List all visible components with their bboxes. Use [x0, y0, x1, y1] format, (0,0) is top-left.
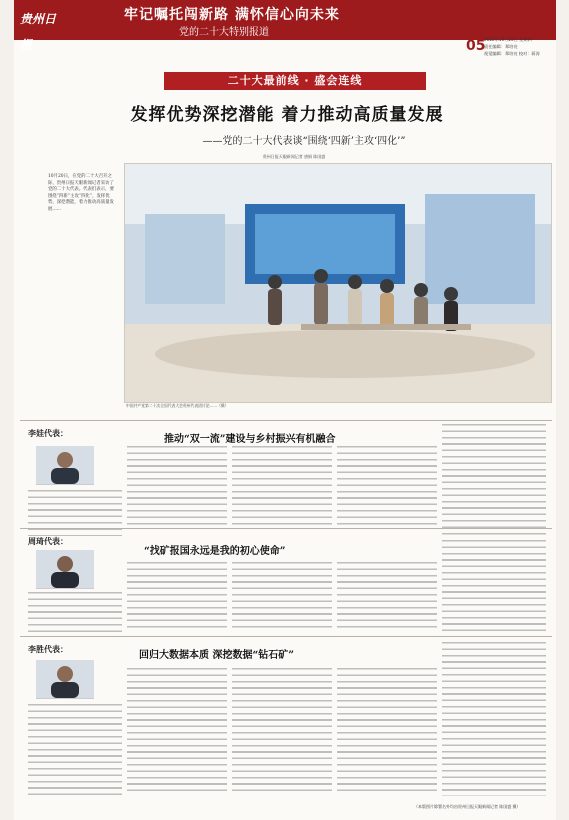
photo-caption: 中国共产党第二十次全国代表大会贵州代表团讨论……（摄）	[126, 403, 229, 408]
article-text-column	[28, 704, 122, 796]
article-text-column	[232, 446, 332, 526]
article-text-column	[232, 562, 332, 632]
article-divider	[20, 636, 552, 637]
studio-interview-illustration	[125, 164, 551, 402]
delegate-name: 李胜代表：	[28, 645, 68, 654]
article-text-column	[28, 490, 122, 536]
section-banner: 二十大最前线 · 盛会连线	[164, 72, 426, 90]
delegate-portrait	[36, 550, 94, 589]
article-title: “找矿报国永远是我的初心使命”	[144, 546, 286, 557]
article-text-column	[337, 562, 437, 632]
page-number: 05	[466, 38, 486, 54]
photo-credit: （本版图片除署名外均由贵州日报天眼新闻记者 陈国盛 摄）	[414, 804, 521, 809]
delegate-name: 李娃代表：	[28, 429, 68, 438]
article-text-column	[337, 446, 437, 526]
delegate-name: 周琦代表：	[28, 537, 68, 546]
page-meta	[484, 36, 554, 57]
masthead-special-report: 党的二十大特别报道	[179, 27, 269, 38]
article-text-column	[127, 668, 227, 796]
page-title: 发挥优势深挖潜能 着力推动高质量发展	[130, 105, 444, 125]
article-text-column	[442, 642, 546, 796]
meta-editor: 责任编辑：郑培亮	[484, 44, 518, 49]
article-text-column	[442, 540, 546, 632]
news-photo	[124, 163, 552, 403]
newspaper-page	[14, 0, 556, 820]
article-text-column	[442, 424, 546, 536]
meta-visual: 视觉编辑：郑培亮 校对：蒋涛	[484, 51, 540, 56]
newspaper-logo: 贵州日报	[20, 12, 57, 52]
article-text-column	[127, 446, 227, 526]
article-title: 推动“双一流”建设与乡村振兴有机融合	[164, 434, 336, 445]
article-divider	[20, 528, 552, 529]
delegate-portrait	[36, 660, 94, 699]
byline: 贵州日报天眼新闻记者 唐娟 陈国盛	[262, 154, 326, 159]
article-text-column	[127, 562, 227, 632]
article-text-column	[337, 668, 437, 796]
article-text-column	[232, 668, 332, 796]
masthead-slogan: 牢记嘱托闯新路 满怀信心向未来	[124, 7, 340, 23]
article-text-column	[28, 592, 122, 632]
page-subtitle: ——党的二十大代表谈“围绕‘四新’主攻‘四化’”	[202, 136, 406, 147]
article-title: 回归大数据本质 深挖数据“钻石矿”	[139, 650, 294, 661]
delegate-portrait	[36, 446, 94, 485]
intro-text: 10月20日，在党的二十大召开之际，贵州日报天眼新闻记者采访了党的二十大代表。代表们表示，要围绕“四新”主攻“四化”，发挥优势，深挖潜能，着力推动高质量发展……	[48, 174, 114, 212]
meta-date: 2022年10月20日 星期四	[484, 37, 532, 42]
article-divider	[20, 420, 552, 421]
